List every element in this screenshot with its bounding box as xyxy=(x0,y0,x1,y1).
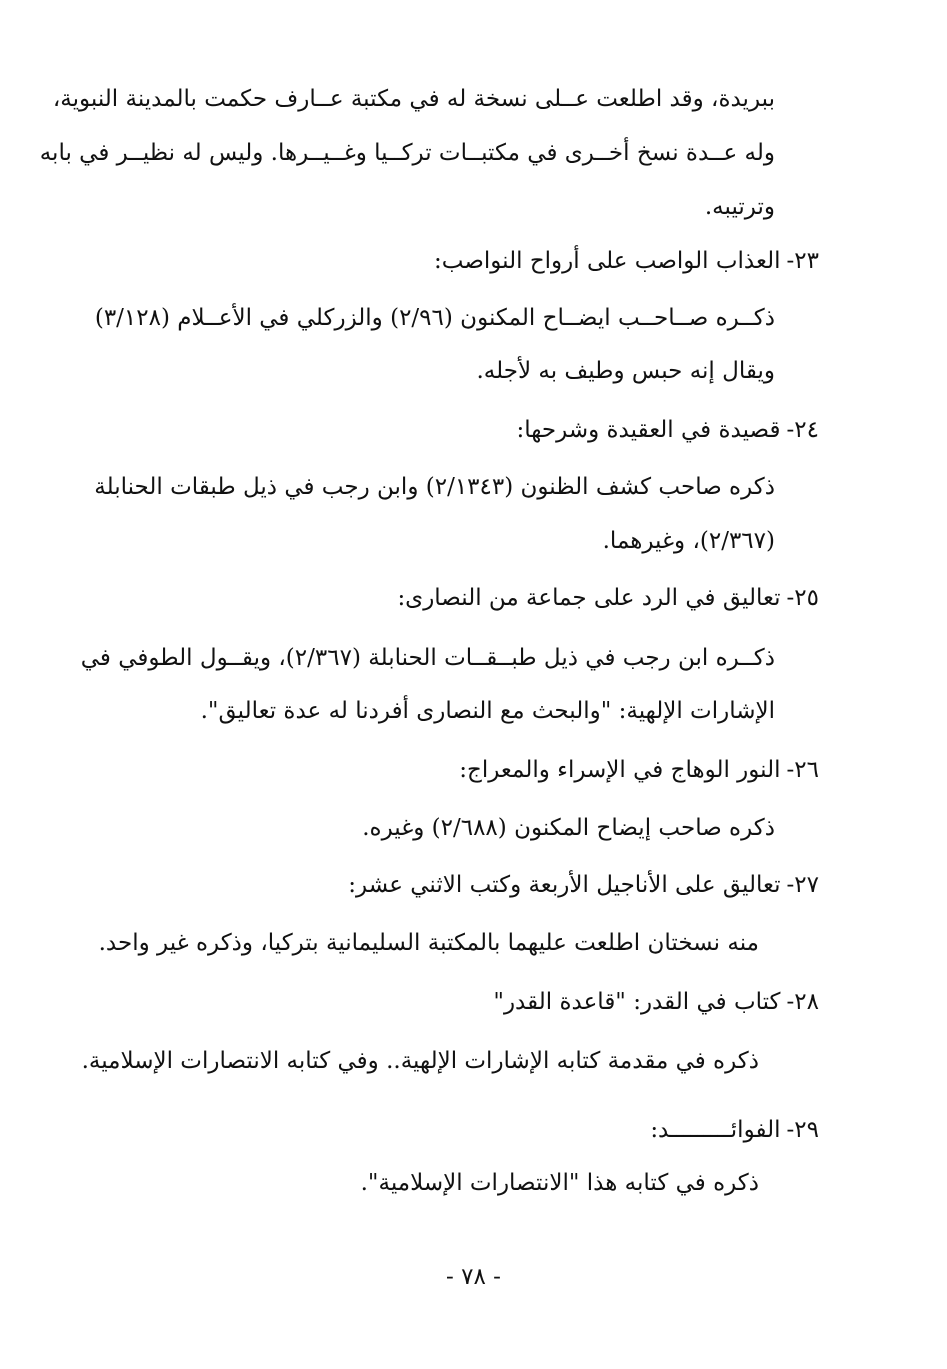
section-number: ٢٣- xyxy=(786,248,819,274)
intro-line: وله عــدة نسخ أخــرى في مكتبــات تركــيا وغــيــرها. وليس له نظيــر في بابه xyxy=(39,140,775,166)
section-title: العذاب الواصب على أرواح النواصب: xyxy=(434,248,781,274)
section-line: (٢/٣٦٧)، وغيرهما. xyxy=(602,528,775,554)
section-heading-24 xyxy=(517,415,819,445)
page-number: - ٧٨ - xyxy=(446,1264,501,1290)
section-title: قصيدة في العقيدة وشرحها: xyxy=(516,417,781,443)
section-number: ٢٦- xyxy=(786,757,819,783)
section-line: ويقال إنه حبس وطيف به لأجله. xyxy=(476,358,775,384)
section-line: الإشارات الإلهية: "والبحث مع النصارى أفردنا له عدة تعاليق". xyxy=(200,698,775,724)
section-title: تعاليق في الرد على جماعة من النصارى: xyxy=(397,585,781,611)
section-line: ذكــره صــاحــب ايضــاح المكنون (٢/٩٦) والزركلي في الأعــلام (٣/١٢٨) xyxy=(94,305,775,331)
section-line: ذكره صاحب كشف الظنون (٢/١٣٤٣) وابن رجب في ذيل طبقات الحنابلة xyxy=(94,474,775,500)
section-heading-23 xyxy=(434,246,819,276)
section-number: ٢٨- xyxy=(786,989,819,1015)
section-line: ذكره صاحب إيضاح المكنون (٢/٦٨٨) وغيره. xyxy=(362,815,775,841)
intro-line: ببريدة، وقد اطلعت عــلى نسخة له في مكتبة عــارف حكمت بالمدينة النبوية، xyxy=(52,86,775,112)
section-line: ذكره في كتابه هذا "الانتصارات الإسلامية". xyxy=(360,1170,759,1196)
section-title: النور الوهاج في الإسراء والمعراج: xyxy=(459,757,781,783)
intro-line: وترتيبه. xyxy=(704,194,775,220)
section-title: تعاليق على الأناجيل الأربعة وكتب الاثني عشر: xyxy=(348,872,781,898)
section-line: ذكره في مقدمة كتابه الإشارات الإلهية.. وفي كتابه الانتصارات الإسلامية. xyxy=(81,1048,759,1074)
section-number: ٢٥- xyxy=(786,585,819,611)
section-number: ٢٧- xyxy=(786,872,819,898)
section-number: ٢٤- xyxy=(786,417,819,443)
section-heading-29 xyxy=(650,1115,819,1145)
section-line: منه نسختان اطلعت عليهما بالمكتبة السليمانية بتركيا، وذكره غير واحد. xyxy=(98,930,759,956)
section-title: الفوائـــــــــد: xyxy=(650,1117,781,1143)
section-heading-25 xyxy=(397,583,819,613)
section-heading-28 xyxy=(493,987,819,1017)
section-title: كتاب في القدر: "قاعدة القدر" xyxy=(493,989,781,1015)
section-heading-26 xyxy=(459,755,819,785)
section-number: ٢٩- xyxy=(786,1117,819,1143)
section-line: ذكــره ابن رجب في ذيل طبــقــات الحنابلة (٢/٣٦٧)، ويقــول الطوفي في xyxy=(80,645,775,671)
section-heading-27 xyxy=(348,870,819,900)
